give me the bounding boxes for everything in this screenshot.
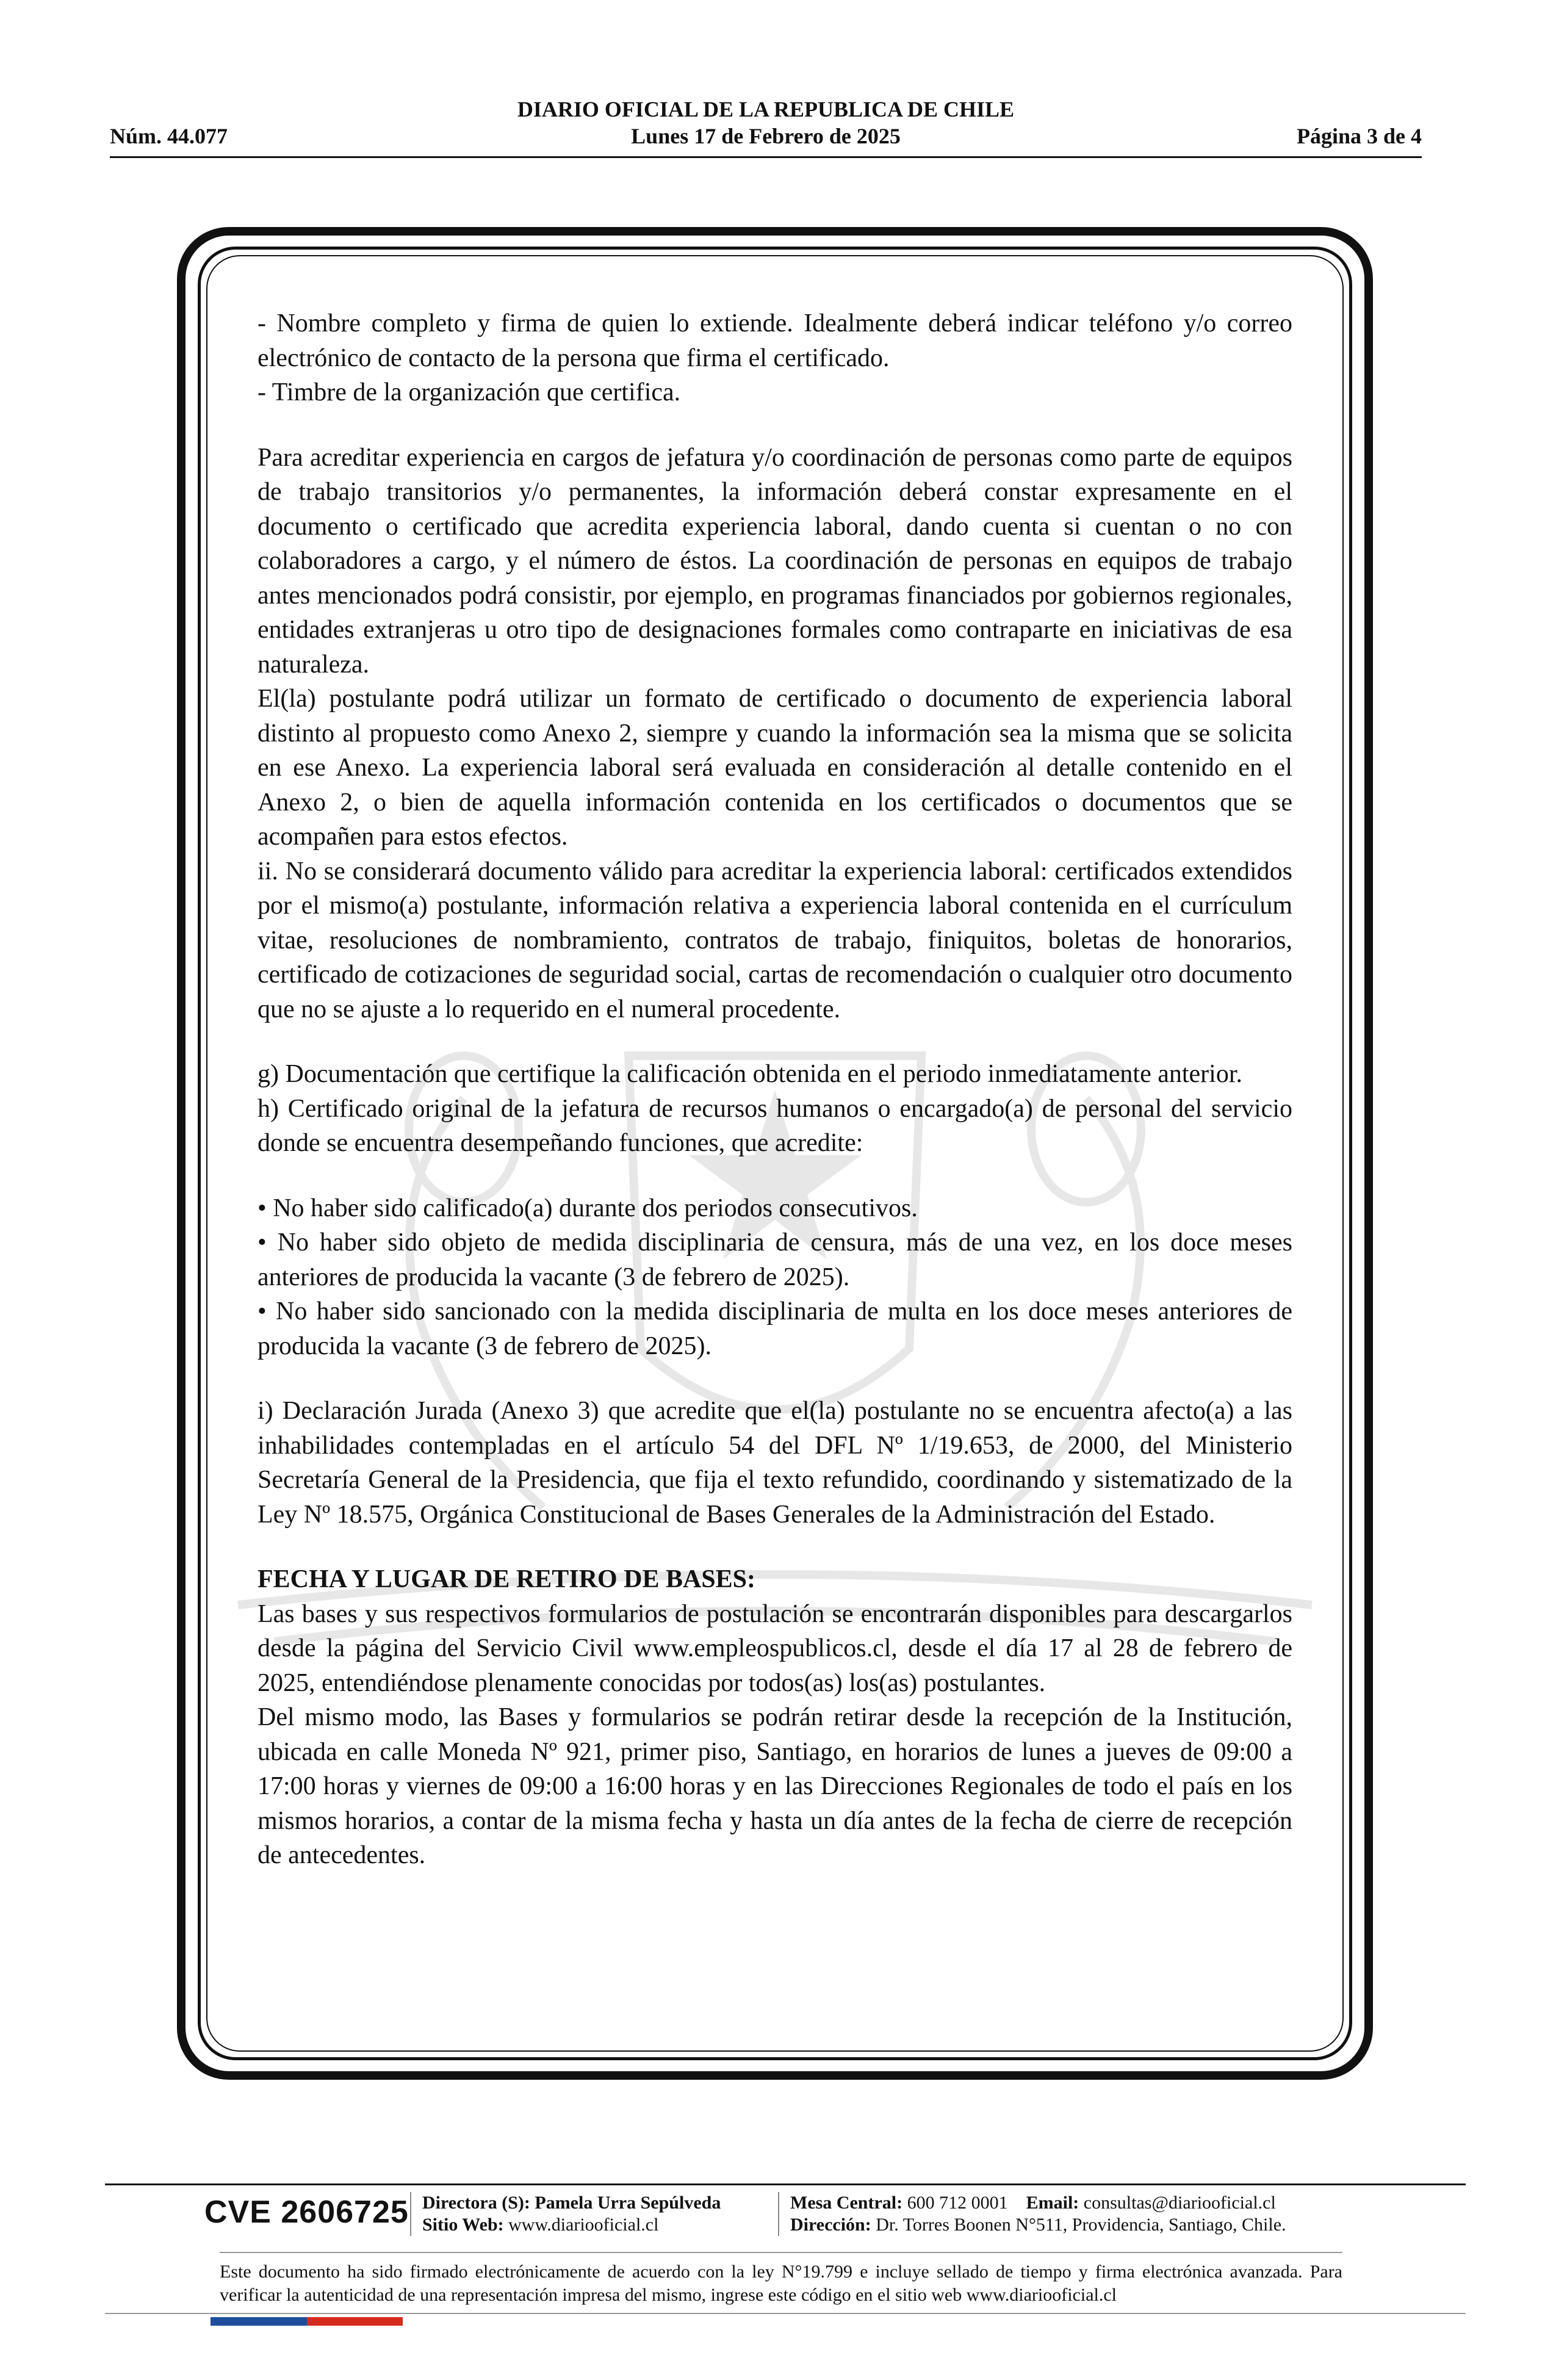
paragraph: - Timbre de la organización que certifica. (258, 378, 681, 406)
phone-number: 600 712 0001 (907, 2193, 1008, 2213)
website-link[interactable]: www.diariooficial.cl (508, 2215, 659, 2235)
paragraph: Las bases y sus respectivos formularios de postulación se encontrarán disponibles para descargarlos desde la página del Servicio Civil www.empleospublicos.cl, desde el día 17 al 28 de febrero de 2025, entendiéndose plenamente conocidas por todos(as) los(as) postulantes. (258, 1599, 1292, 1697)
phone-label: Mesa Central: (790, 2193, 903, 2213)
paragraph: Del mismo modo, las Bases y formularios se podrán retirar desde la recepción de la Institución, ubicada en calle Moneda Nº 921, primer piso, Santiago, en horarios de lunes a jueves de 09:00 a 17:00 horas y viernes de 09:00 a 16:00 horas y en las Direcciones Regionales de todo el país en los mismos horarios, a contar de la misma fecha y hasta un día antes de la fecha de cierre de recepción de antecedentes. (258, 1703, 1292, 1869)
paragraph: i) Declaración Jurada (Anexo 3) que acredite que el(la) postulante no se encuentra afecto(a) a las inhabilidades contempladas en el artículo 54 del DFL Nº 1/19.653, de 2000, del Ministerio Secretaría General de la Presidencia, que fija el texto refundido, coordinando y sistematizado de la Ley Nº 18.575, Orgánica Constitucional de Bases Generales de la Administración del Estado. (258, 1397, 1292, 1529)
paragraph: ii. No se considerará documento válido para acreditar la experiencia laboral: certificados extendidos por el mismo(a) postulante, información relativa a experiencia laboral contenida en el currículum vitae, resoluciones de nombramiento, contratos de trabajo, finiquitos, boletas de honorarios, certificado de cotizaciones de seguridad social, cartas de recomendación o cualquier otro documento que no se ajuste a lo requerido en el numeral procedente. (258, 857, 1292, 1023)
flag-stripe (211, 2317, 403, 2326)
paragraph: h) Certificado original de la jefatura de recursos humanos o encargado(a) de personal del servicio donde se encuentra desempeñando funciones, que acredite: (258, 1094, 1292, 1157)
paragraph: - Nombre completo y firma de quien lo extiende. Idealmente deberá indicar teléfono y/o correo electrónico de contacto de la persona que firma el certificado. (258, 309, 1292, 372)
flag-stripe-red (307, 2317, 403, 2326)
page-number: Página 3 de 4 (1296, 124, 1422, 148)
page-header (110, 93, 1422, 154)
address-value: Dr. Torres Boonen N°511, Providencia, Santiago, Chile. (876, 2215, 1286, 2235)
footer-separator (410, 2192, 411, 2236)
bullet-item: • No haber sido calificado(a) durante dos periodos consecutivos. (258, 1194, 918, 1222)
footer-contact-left (422, 2192, 721, 2236)
footer-divider-bottom (105, 2313, 1466, 2314)
newspaper-title: DIARIO OFICIAL DE LA REPUBLICA DE CHILE (517, 97, 1015, 121)
cve-code: CVE 2606725 (204, 2194, 409, 2230)
header-divider (110, 156, 1422, 158)
paragraph: Para acreditar experiencia en cargos de jefatura y/o coordinación de personas como parte de equipos de trabajo transitorios y/o permanentes, la información deberá constar expresamente en el documento o certificado que acredita experiencia laboral, dando cuenta si cuentan o no con colaboradores a cargo, y el número de éstos. La coordinación de personas en equipos de trabajo antes mencionados podrá consistir, por ejemplo, en programas financiados por gobiernos regionales, entidades extranjeras u otro tipo de designaciones formales como contraparte en iniciativas de esa naturaleza. (258, 443, 1292, 679)
issue-number: Núm. 44.077 (110, 124, 228, 148)
paragraph: El(la) postulante podrá utilizar un formato de certificado o documento de experiencia laboral distinto al propuesto como Anexo 2, siempre y cuando la información sea la misma que se solicita en ese Anexo. La experiencia laboral será evaluada en consideración al detalle contenido en el Anexo 2, o bien de aquella información contenida en los certificados o documentos que se acompañen para estos efectos. (258, 685, 1292, 851)
signature-note: Este documento ha sido firmado electrónicamente de acuerdo con la ley N°19.799 e incluye sellado de tiempo y firma electrónica avanzada. Para verificar la autenticidad de una representación impresa del mismo, ingrese este código en el sitio web www.diariooficial.cl (220, 2262, 1342, 2305)
footer-separator (778, 2192, 779, 2236)
address-label: Dirección: (790, 2215, 871, 2235)
footer-divider-top (105, 2183, 1466, 2185)
bullet-item: • No haber sido sancionado con la medida disciplinaria de multa en los doce meses anteriores de producida la vacante (3 de febrero de 2025). (258, 1297, 1292, 1360)
email-label: Email: (1026, 2193, 1079, 2213)
issue-date: Lunes 17 de Febrero de 2025 (631, 124, 901, 148)
bullet-item: • No haber sido objeto de medida disciplinaria de censura, más de una vez, en los doce meses anteriores de producida la vacante (3 de febrero de 2025). (258, 1228, 1292, 1291)
email-link[interactable]: consultas@diariooficial.cl (1083, 2193, 1276, 2213)
section-heading: FECHA Y LUGAR DE RETIRO DE BASES: (258, 1565, 756, 1593)
paragraph: g) Documentación que certifique la calificación obtenida en el periodo inmediatamente anterior. (258, 1060, 1242, 1088)
director-name: Directora (S): Pamela Urra Sepúlveda (422, 2193, 721, 2213)
flag-stripe-blue (211, 2317, 307, 2326)
footer-contact-right (790, 2192, 1286, 2236)
website-label: Sitio Web: (422, 2215, 504, 2235)
footer-divider-mid (220, 2252, 1342, 2253)
document-body (258, 306, 1292, 1873)
